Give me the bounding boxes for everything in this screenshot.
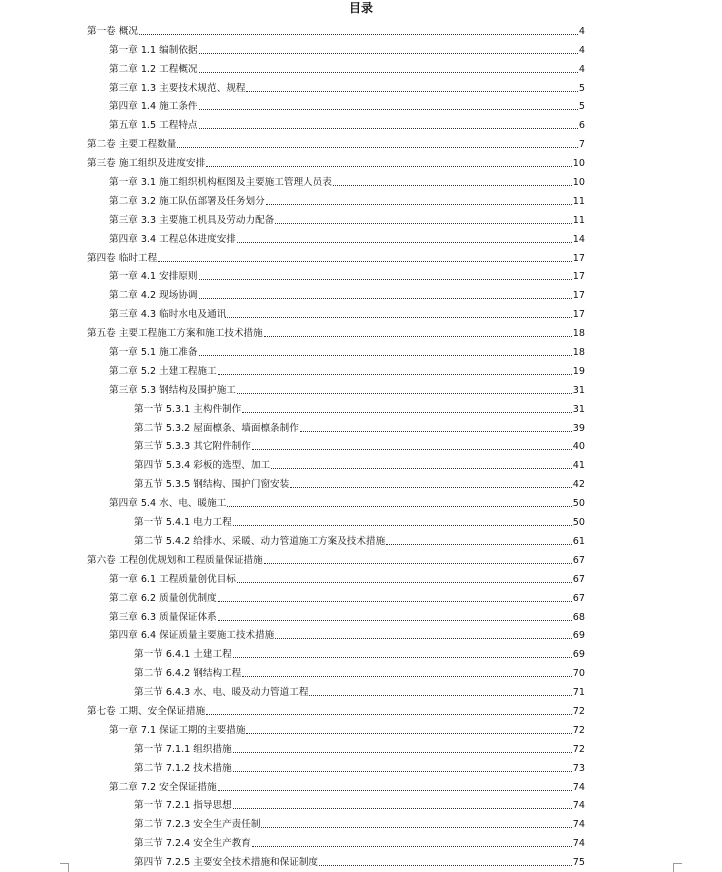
toc-entry-label: 第二章 5.2 土建工程施工 <box>109 365 217 377</box>
toc-entry-label: 第四章 1.4 施工条件 <box>109 101 198 113</box>
toc-page-number: 68 <box>572 611 585 623</box>
toc-entry-label: 第一节 5.3.1 主构件制作 <box>134 403 242 415</box>
toc-page-number: 10 <box>572 177 585 189</box>
toc-entry[interactable] <box>87 718 585 737</box>
toc-dot-leader <box>237 582 572 583</box>
toc-entry-label: 第四章 3.4 工程总体进度安排 <box>109 233 236 245</box>
toc-dot-leader <box>242 412 572 413</box>
toc-dot-leader <box>233 657 572 658</box>
toc-entry-label: 第五卷 主要工程施工方案和施工技术措施 <box>87 328 263 340</box>
toc-dot-leader <box>218 374 572 375</box>
toc-page-number: 4 <box>578 63 585 75</box>
toc-dot-leader <box>199 279 572 280</box>
toc-page-number: 39 <box>572 422 585 434</box>
toc-dot-leader <box>199 109 578 110</box>
toc-page-number: 17 <box>572 290 585 302</box>
toc-page-number: 74 <box>572 781 585 793</box>
toc-dot-leader <box>386 544 572 545</box>
toc-dot-leader <box>227 506 571 507</box>
toc-entry[interactable] <box>87 302 585 321</box>
toc-entry-label: 第三节 6.4.3 水、电、暖及动力管道工程 <box>134 687 309 699</box>
toc-entry-label: 第三节 7.2.4 安全生产教育 <box>134 838 251 850</box>
toc-page-number: 50 <box>572 517 585 529</box>
toc-page-number: 72 <box>572 705 585 717</box>
toc-entry[interactable] <box>87 246 585 265</box>
toc-page-number: 72 <box>572 724 585 736</box>
toc-dot-leader <box>242 676 572 677</box>
toc-entry[interactable] <box>87 340 585 359</box>
toc-dot-leader <box>261 827 571 828</box>
toc-dot-leader <box>233 752 572 753</box>
toc-page-number: 61 <box>572 535 585 547</box>
page-corner-mark-right <box>673 863 682 872</box>
toc-entry-label: 第三章 5.3 钢结构及围护施工 <box>109 384 236 396</box>
toc-page-number: 19 <box>572 365 585 377</box>
toc-page-number: 5 <box>578 82 585 94</box>
toc-entry[interactable] <box>87 567 585 586</box>
toc-entry-label: 第一节 7.1.1 组织措施 <box>134 743 232 755</box>
toc-dot-leader <box>333 185 572 186</box>
toc-entry[interactable] <box>87 510 585 529</box>
toc-entry[interactable] <box>87 113 585 132</box>
toc-page-number: 74 <box>572 800 585 812</box>
toc-entry[interactable] <box>87 435 585 454</box>
toc-dot-leader <box>199 128 578 129</box>
toc-entry[interactable] <box>87 737 585 756</box>
toc-entry[interactable] <box>87 321 585 340</box>
toc-dot-leader <box>300 431 572 432</box>
toc-entry[interactable] <box>87 472 585 491</box>
toc-entry-label: 第一节 6.4.1 土建工程 <box>134 649 232 661</box>
toc-entry[interactable] <box>87 812 585 831</box>
toc-entry[interactable] <box>87 283 585 302</box>
toc-entry[interactable] <box>87 208 585 227</box>
toc-entry[interactable] <box>87 132 585 151</box>
toc-dot-leader <box>233 808 572 809</box>
toc-entry-label: 第一章 4.1 安排原则 <box>109 271 198 283</box>
toc-entry-label: 第一节 7.2.1 指导思想 <box>134 800 232 812</box>
toc-dot-leader <box>275 223 572 224</box>
toc-dot-leader <box>237 393 572 394</box>
toc-entry[interactable] <box>87 189 585 208</box>
toc-page-number: 14 <box>572 233 585 245</box>
toc-page-number: 31 <box>572 403 585 415</box>
toc-entry-label: 第一章 1.1 编制依据 <box>109 44 198 56</box>
toc-dot-leader <box>233 771 572 772</box>
toc-dot-leader <box>199 72 578 73</box>
toc-entry[interactable] <box>87 831 585 850</box>
toc-dot-leader <box>218 601 572 602</box>
toc-dot-leader <box>252 449 572 450</box>
toc-entry-label: 第四节 7.2.5 主要安全技术措施和保证制度 <box>134 857 319 869</box>
toc-entry-label: 第二章 7.2 安全保证措施 <box>109 781 217 793</box>
toc-entry[interactable] <box>87 378 585 397</box>
toc-page-number: 6 <box>578 120 585 132</box>
toc-dot-leader <box>246 91 577 92</box>
toc-dot-leader <box>177 147 577 148</box>
toc-dot-leader <box>158 261 572 262</box>
toc-entry[interactable] <box>87 548 585 567</box>
toc-entry[interactable] <box>87 699 585 718</box>
toc-entry-label: 第六卷 工程创优规划和工程质量保证措施 <box>87 554 263 566</box>
toc-dot-leader <box>233 525 572 526</box>
toc-page-number: 67 <box>572 573 585 585</box>
toc-entry[interactable] <box>87 170 585 189</box>
toc-entry[interactable] <box>87 491 585 510</box>
toc-entry-label: 第五节 5.3.5 钢结构、围护门窗安装 <box>134 479 290 491</box>
toc-dot-leader <box>266 204 572 205</box>
toc-entry-label: 第二章 4.2 现场协调 <box>109 290 198 302</box>
toc-entry[interactable] <box>87 453 585 472</box>
toc-page-number: 74 <box>572 819 585 831</box>
toc-dot-leader <box>206 714 572 715</box>
toc-entry[interactable] <box>87 95 585 114</box>
toc-entry-label: 第四章 6.4 保证质量主要施工技术措施 <box>109 630 275 642</box>
toc-entry[interactable] <box>87 76 585 95</box>
toc-dot-leader <box>199 298 572 299</box>
toc-page-number: 42 <box>572 479 585 491</box>
toc-entry[interactable] <box>87 151 585 170</box>
toc-page-number: 31 <box>572 384 585 396</box>
toc-entry[interactable] <box>87 416 585 435</box>
toc-entry[interactable] <box>87 586 585 605</box>
toc-page-number: 5 <box>578 101 585 113</box>
toc-entry[interactable] <box>87 775 585 794</box>
toc-entry-label: 第三卷 施工组织及进度安排 <box>87 158 206 170</box>
toc-entry[interactable] <box>87 642 585 661</box>
toc-dot-leader <box>218 620 572 621</box>
toc-page-number: 71 <box>572 687 585 699</box>
page-corner-mark-left <box>60 863 69 872</box>
toc-entry-label: 第三章 4.3 临时水电及通讯 <box>109 309 227 321</box>
toc-dot-leader <box>227 317 571 318</box>
toc-entry[interactable] <box>87 227 585 246</box>
toc-entry[interactable] <box>87 661 585 680</box>
toc-entry-label: 第五章 1.5 工程特点 <box>109 120 198 132</box>
toc-entry[interactable] <box>87 850 585 869</box>
toc-entry[interactable] <box>87 680 585 699</box>
toc-page-number: 69 <box>572 649 585 661</box>
toc-entry-label: 第三节 5.3.3 其它附件制作 <box>134 441 251 453</box>
toc-entry-label: 第三章 6.3 质量保证体系 <box>109 611 217 623</box>
toc-title: 目录 <box>348 1 373 15</box>
toc-page-number: 41 <box>572 460 585 472</box>
toc-entry-label: 第二卷 主要工程数量 <box>87 139 177 151</box>
toc-page-number: 18 <box>572 347 585 359</box>
toc-page-number: 10 <box>572 158 585 170</box>
toc-page-number: 17 <box>572 271 585 283</box>
toc-entry-label: 第一节 5.4.1 电力工程 <box>134 517 232 529</box>
toc-entry[interactable] <box>87 397 585 416</box>
toc-entry[interactable] <box>87 265 585 284</box>
toc-entry-label: 第二节 6.4.2 钢结构工程 <box>134 668 242 680</box>
toc-entry-label: 第二节 7.1.2 技术措施 <box>134 762 232 774</box>
toc-dot-leader <box>218 790 572 791</box>
toc-entry-label: 第一章 3.1 施工组织机构框图及主要施工管理人员表 <box>109 177 332 189</box>
table-of-contents <box>87 19 585 869</box>
toc-page-number: 70 <box>572 668 585 680</box>
toc-entry-label: 第二节 5.4.2 给排水、采暖、动力管道施工方案及技术措施 <box>134 535 386 547</box>
toc-dot-leader <box>264 563 572 564</box>
toc-entry-label: 第三章 1.3 主要技术规范、规程 <box>109 82 246 94</box>
toc-page-number: 11 <box>572 214 585 226</box>
toc-page-number: 72 <box>572 743 585 755</box>
toc-entry[interactable] <box>87 19 585 38</box>
toc-entry[interactable] <box>87 794 585 813</box>
toc-dot-leader <box>139 34 578 35</box>
toc-entry-label: 第一卷 概况 <box>87 25 139 37</box>
toc-entry-label: 第四节 5.3.4 彩板的选型、加工 <box>134 460 271 472</box>
toc-page-number: 7 <box>578 139 585 151</box>
toc-page-number: 73 <box>572 762 585 774</box>
toc-page-number: 75 <box>572 857 585 869</box>
toc-dot-leader <box>319 865 572 866</box>
toc-entry-label: 第二节 7.2.3 安全生产责任制 <box>134 819 261 831</box>
toc-dot-leader <box>252 846 572 847</box>
toc-entry[interactable] <box>87 38 585 57</box>
toc-entry-label: 第四章 5.4 水、电、暖施工 <box>109 498 227 510</box>
toc-entry-label: 第四卷 临时工程 <box>87 252 158 264</box>
toc-entry-label: 第二节 5.3.2 屋面檩条、墙面檩条制作 <box>134 422 299 434</box>
toc-page-number: 11 <box>572 195 585 207</box>
toc-dot-leader <box>199 53 578 54</box>
toc-entry-label: 第三章 3.3 主要施工机具及劳动力配备 <box>109 214 275 226</box>
toc-dot-leader <box>275 638 572 639</box>
toc-page-number: 18 <box>572 328 585 340</box>
toc-page-number: 50 <box>572 498 585 510</box>
toc-dot-leader <box>199 355 572 356</box>
toc-entry[interactable] <box>87 359 585 378</box>
toc-entry-label: 第七卷 工期、安全保证措施 <box>87 705 206 717</box>
toc-dot-leader <box>271 468 572 469</box>
toc-entry[interactable] <box>87 756 585 775</box>
toc-dot-leader <box>206 166 572 167</box>
toc-entry-label: 第二章 1.2 工程概况 <box>109 63 198 75</box>
toc-page-number: 69 <box>572 630 585 642</box>
toc-page-number: 74 <box>572 838 585 850</box>
toc-entry-label: 第一章 5.1 施工准备 <box>109 347 198 359</box>
toc-page-number: 4 <box>578 25 585 37</box>
toc-entry[interactable] <box>87 57 585 76</box>
toc-entry-label: 第二章 3.2 施工队伍部署及任务划分 <box>109 195 265 207</box>
toc-entry-label: 第一章 7.1 保证工期的主要措施 <box>109 724 246 736</box>
toc-dot-leader <box>246 733 571 734</box>
toc-page-number: 17 <box>572 252 585 264</box>
toc-dot-leader <box>309 695 571 696</box>
toc-entry[interactable] <box>87 605 585 624</box>
toc-page-number: 17 <box>572 309 585 321</box>
toc-dot-leader <box>290 487 572 488</box>
toc-entry[interactable] <box>87 529 585 548</box>
toc-entry[interactable] <box>87 624 585 643</box>
toc-page-number: 67 <box>572 554 585 566</box>
toc-entry-label: 第二章 6.2 质量创优制度 <box>109 592 217 604</box>
toc-page-number: 40 <box>572 441 585 453</box>
toc-dot-leader <box>237 242 572 243</box>
toc-page-number: 67 <box>572 592 585 604</box>
toc-page-number: 4 <box>578 44 585 56</box>
toc-entry-label: 第一章 6.1 工程质量创优目标 <box>109 573 236 585</box>
toc-dot-leader <box>264 336 572 337</box>
